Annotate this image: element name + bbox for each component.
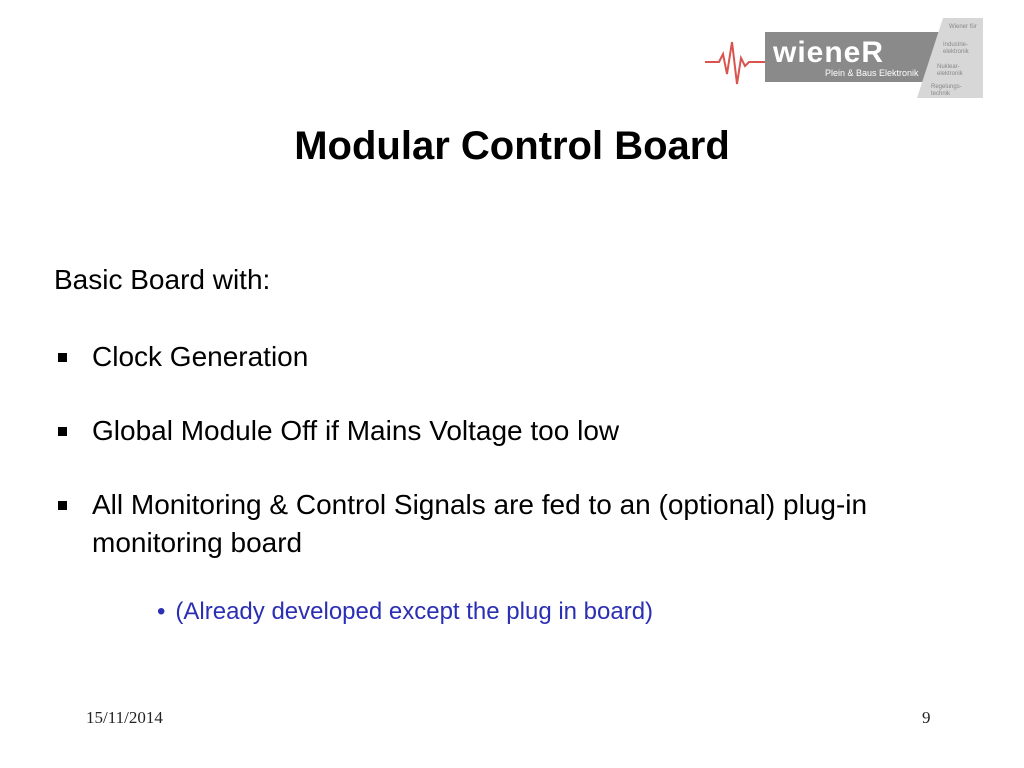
round-bullet-icon: • [157, 598, 166, 625]
svg-text:Wiener für: Wiener für [949, 24, 977, 30]
bullet-text: Clock Generation [92, 341, 309, 372]
slide-title: Modular Control Board [294, 124, 730, 168]
svg-text:Nuklear-: Nuklear- [937, 64, 960, 70]
svg-text:Regelungs-: Regelungs- [931, 84, 962, 90]
sub-bullet-item [157, 598, 653, 626]
logo-wordmark: wieneR [773, 36, 885, 69]
page-number: 9 [922, 708, 931, 727]
svg-text:technik: technik [931, 91, 951, 97]
svg-text:elektronik: elektronik [937, 71, 963, 77]
bullet-text: All Monitoring & Control Signals are fed to an (optional) plug-in monitoring board [92, 489, 868, 558]
sub-bullet-text: (Already developed except the plug in board) [175, 598, 654, 625]
square-bullet-icon [58, 353, 67, 362]
logo-tagline: Plein & Baus Elektronik [825, 68, 919, 78]
square-bullet-icon [58, 501, 67, 510]
square-bullet-icon [58, 427, 67, 436]
svg-text:Industrie-: Industrie- [943, 42, 969, 48]
bullet-item [54, 412, 954, 450]
footer-date: 15/11/2014 [86, 708, 163, 727]
svg-text:elektronik: elektronik [943, 49, 969, 55]
intro-text: Basic Board with: [54, 264, 271, 295]
bullet-item [54, 486, 954, 562]
bullet-text: Global Module Off if Mains Voltage too low [92, 415, 620, 446]
signal-pulse-icon [705, 42, 765, 84]
bullet-item [54, 338, 954, 376]
wiener-logo [705, 14, 985, 100]
